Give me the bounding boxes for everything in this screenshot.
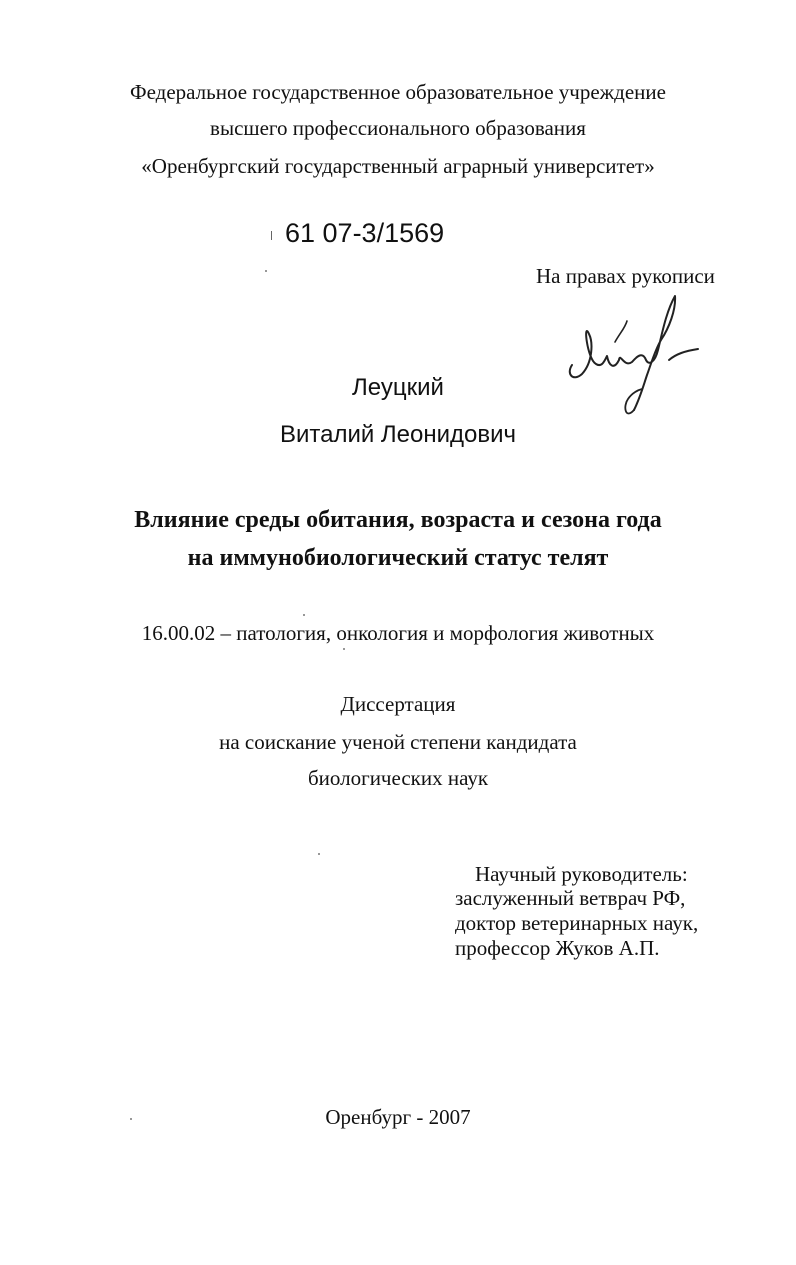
- title-line-2: на иммунобиологический статус телят: [187, 545, 609, 571]
- rights-note: На правах рукописи: [536, 264, 715, 288]
- signature-stroke: [669, 349, 698, 360]
- scan-speck: [303, 614, 305, 616]
- institution-line-1: Федеральное государственное образовательное учреждение: [130, 80, 666, 104]
- degree-line-2: на соискание ученой степени кандидата: [219, 730, 577, 754]
- signature-image: [548, 292, 708, 422]
- signature-stroke: [615, 321, 627, 342]
- supervisor-label: Научный руководитель:: [475, 862, 688, 886]
- supervisor-title-1: заслуженный ветврач РФ,: [455, 886, 686, 910]
- title-line-1: Влияние среды обитания, возраста и сезона года: [134, 507, 662, 533]
- place-year: Оренбург - 2007: [325, 1105, 471, 1129]
- degree-line-1: Диссертация: [340, 692, 456, 716]
- scan-speck: [343, 648, 345, 650]
- author-name: Виталий Леонидович: [279, 421, 517, 448]
- degree-line-3: биологических наук: [307, 766, 489, 790]
- scan-speck: [318, 853, 320, 855]
- scan-mark: [271, 231, 272, 240]
- institution-line-3: «Оренбургский государственный аграрный университет»: [141, 154, 655, 178]
- scan-speck: [265, 270, 267, 272]
- specialty: 16.00.02 – патология, онкология и морфология животных: [141, 621, 655, 645]
- institution-line-2: высшего профессионального образования: [210, 116, 586, 140]
- catalog-number: 61 07-3/1569: [285, 218, 445, 248]
- supervisor-name: профессор Жуков А.П.: [455, 936, 660, 960]
- author-surname: Леуцкий: [352, 374, 444, 401]
- supervisor-title-2: доктор ветеринарных наук,: [455, 911, 699, 935]
